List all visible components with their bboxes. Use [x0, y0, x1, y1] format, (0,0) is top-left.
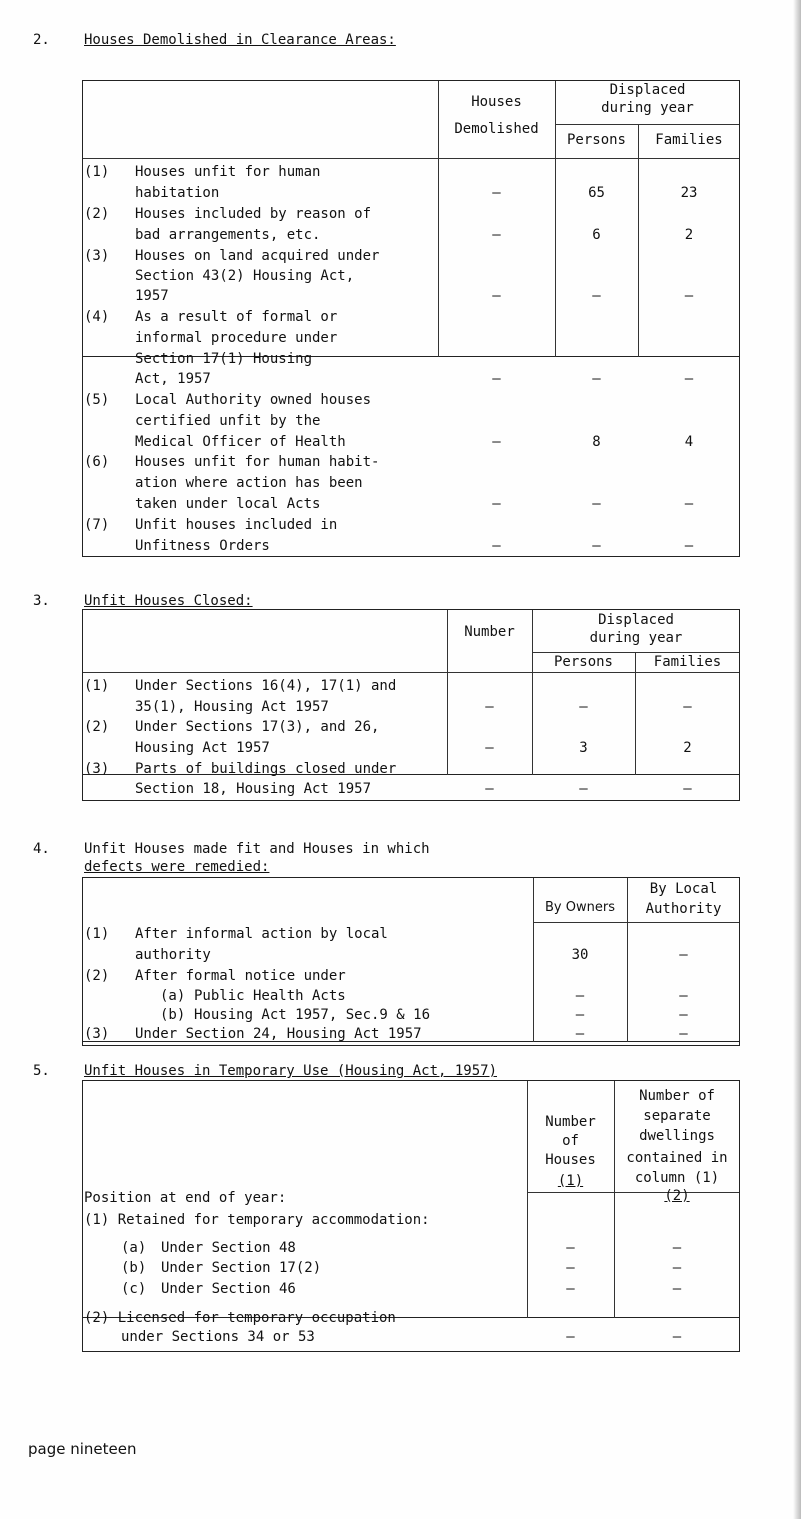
s5-header-separate: (2): [664, 1188, 690, 1204]
s2-header-during: during year: [601, 100, 694, 116]
s4-row2b-label: Housing Act 1957, Sec.9 & 16: [194, 1007, 431, 1023]
s4-row3-number: (3): [84, 1026, 110, 1042]
s3-row3-persons: –: [579, 781, 588, 797]
s4-row2b-owners: –: [575, 1007, 585, 1023]
s5-rowc-col1: –: [566, 1281, 575, 1297]
s4-row2a-label: Public Health Acts: [194, 988, 346, 1004]
s2-row6-label: taken under local Acts: [135, 496, 321, 512]
s4-row1-number: (1): [84, 926, 110, 942]
s3-header-persons: Persons: [553, 654, 613, 670]
s5-header-separate: column (1): [634, 1170, 720, 1186]
page-footer: page nineteen: [28, 1440, 137, 1458]
s2-row7-persons: –: [592, 538, 601, 554]
s2-row6-label: ation where action has been: [135, 475, 363, 491]
s2-row1-number: (1): [84, 164, 110, 180]
s3-row2-number: (2): [84, 719, 110, 735]
s5-rowb-col1: –: [566, 1260, 575, 1276]
s2-row7-label: Unfitness Orders: [135, 538, 270, 554]
s2-row1-houses: –: [492, 185, 501, 201]
s2-row7-houses: –: [492, 538, 501, 554]
s2-row6-label: Houses unfit for human habit-: [135, 454, 380, 470]
s3-row2-label: Housing Act 1957: [135, 740, 270, 756]
s2-row5-houses: –: [492, 434, 501, 450]
s4-header-local: Authority: [645, 901, 722, 917]
s5-row2-col1: –: [566, 1329, 575, 1345]
s3-row2-persons: 3: [579, 740, 588, 756]
s5-header-number: Number: [545, 1114, 596, 1130]
s4-row2b-number: (b): [160, 1007, 186, 1023]
s5-rowa-col2: –: [672, 1240, 682, 1256]
s2-row5-label: certified unfit by the: [135, 413, 321, 429]
s5-rowa-label: Under Section 48: [161, 1240, 296, 1256]
s2-row3-number: (3): [84, 248, 110, 264]
s2-row6-persons: –: [592, 496, 601, 512]
s2-row2-number: (2): [84, 206, 110, 222]
s2-row1-label: Houses unfit for human: [135, 164, 321, 180]
s5-header-separate: Number of: [639, 1088, 715, 1104]
scan-edge-shadow: [793, 0, 801, 1519]
s2-header-displaced: Displaced: [609, 82, 686, 98]
s4-row1-owners: 30: [571, 947, 589, 963]
s2-row4-label: As a result of formal or: [135, 309, 338, 325]
s5-rowb-label: Under Section 17(2): [161, 1260, 322, 1276]
s2-row7-label: Unfit houses included in: [135, 517, 338, 533]
s2-header-persons: Persons: [566, 132, 626, 148]
s4-row1-label: authority: [135, 947, 211, 963]
s3-row3-families: –: [683, 781, 692, 797]
s2-row5-families: 4: [684, 434, 694, 450]
s5-row2-label: (2) Licensed for temporary occupation: [84, 1310, 396, 1326]
s2-row5-label: Local Authority owned houses: [135, 392, 372, 408]
s5-position-label: Position at end of year:: [84, 1190, 287, 1206]
s4-row3-owners: –: [575, 1026, 585, 1042]
s5-rowc-number: (c): [121, 1281, 147, 1297]
s2-row2-label: Houses included by reason of: [135, 206, 372, 222]
s3-row2-label: Under Sections 17(3), and 26,: [135, 719, 380, 735]
s2-row3-persons: –: [592, 288, 601, 304]
s5-rowc-label: Under Section 46: [161, 1281, 296, 1297]
s3-row1-families: –: [683, 699, 692, 715]
section-5-number: 5.: [33, 1063, 50, 1079]
s2-row6-number: (6): [84, 454, 110, 470]
s2-row3-families: –: [684, 288, 694, 304]
s5-row2-col2: –: [672, 1329, 682, 1345]
s4-row3-label: Under Section 24, Housing Act 1957: [135, 1026, 422, 1042]
s4-row2a-local: –: [679, 988, 688, 1004]
s2-row4-families: –: [684, 371, 694, 387]
s3-header-number: Number: [464, 624, 515, 640]
s2-row4-label: Section 17(1) Housing: [135, 351, 313, 367]
s2-row4-number: (4): [84, 309, 110, 325]
s5-header-number: of: [562, 1133, 579, 1149]
s2-row3-houses: –: [492, 288, 501, 304]
s4-row2-label: After formal notice under: [135, 968, 346, 984]
s2-row2-persons: 6: [592, 227, 601, 243]
s5-row2-label: under Sections 34 or 53: [121, 1329, 315, 1345]
section-3-title: Unfit Houses Closed:: [84, 593, 253, 609]
section-5-title: Unfit Houses in Temporary Use (Housing Act, 1957): [84, 1063, 498, 1079]
s4-header-local: By Local: [649, 881, 718, 897]
s4-row1-label: After informal action by local: [135, 926, 388, 942]
s3-row1-label: 35(1), Housing Act 1957: [135, 699, 329, 715]
section-4-title: Unfit Houses made fit and Houses in which: [84, 841, 430, 857]
s2-row3-label: Section 43(2) Housing Act,: [135, 268, 355, 284]
s3-row1-number: (1): [84, 678, 110, 694]
s2-row4-persons: –: [592, 371, 601, 387]
s4-row2a-owners: –: [575, 988, 585, 1004]
s5-header-number: Houses: [545, 1152, 596, 1168]
s4-header-owners: By Owners: [545, 900, 615, 915]
s4-row2b-local: –: [679, 1007, 688, 1023]
s3-row2-families: 2: [683, 740, 692, 756]
s2-header-demolished: Demolished: [454, 121, 539, 137]
s4-row3-local: –: [679, 1026, 688, 1042]
s3-row1-label: Under Sections 16(4), 17(1) and: [135, 678, 397, 694]
s5-header-number: (1): [557, 1173, 584, 1189]
s2-row2-houses: –: [492, 227, 501, 243]
s3-row3-number-value: –: [485, 781, 494, 797]
s2-row4-label: Act, 1957: [135, 371, 211, 387]
s3-header-during: during year: [589, 630, 683, 646]
s3-row3-number: (3): [84, 761, 110, 777]
s5-rowa-number: (a): [121, 1240, 147, 1256]
section-2-title: Houses Demolished in Clearance Areas:: [84, 32, 396, 48]
s2-row2-families: 2: [684, 227, 694, 243]
s3-row3-label: Section 18, Housing Act 1957: [135, 781, 372, 797]
s2-row5-persons: 8: [592, 434, 601, 450]
s3-row2-number-value: –: [485, 740, 494, 756]
s3-header-families: Families: [653, 654, 722, 670]
s2-row6-families: –: [684, 496, 694, 512]
s2-header-houses: Houses: [471, 94, 522, 110]
s5-header-separate: dwellings: [639, 1128, 715, 1144]
s3-row1-number-value: –: [485, 699, 494, 715]
section-2-number: 2.: [33, 32, 50, 48]
s4-row1-local: –: [679, 947, 688, 963]
s2-row1-label: habitation: [135, 185, 220, 201]
s5-rowc-col2: –: [672, 1281, 682, 1297]
s2-row4-houses: –: [492, 371, 501, 387]
s2-row5-label: Medical Officer of Health: [135, 434, 346, 450]
s2-row7-number: (7): [84, 517, 110, 533]
s3-header-displaced: Displaced: [598, 612, 674, 628]
s2-row6-houses: –: [492, 496, 501, 512]
s2-row2-label: bad arrangements, etc.: [135, 227, 321, 243]
s5-header-separate: contained in: [626, 1150, 728, 1166]
s3-row1-persons: –: [579, 699, 588, 715]
s3-row3-label: Parts of buildings closed under: [135, 761, 397, 777]
s5-header-separate: separate: [643, 1108, 711, 1124]
section-4-title: defects were remedied:: [84, 859, 270, 875]
s4-row2a-number: (a): [160, 988, 186, 1004]
s5-rowb-number: (b): [121, 1260, 147, 1276]
s5-row1-label: (1) Retained for temporary accommodation:: [84, 1212, 430, 1228]
s4-row2-number: (2): [84, 968, 110, 984]
s2-row3-label: 1957: [135, 288, 169, 304]
s5-rowa-col1: –: [566, 1240, 575, 1256]
s2-row5-number: (5): [84, 392, 110, 408]
s2-row1-families: 23: [680, 185, 698, 201]
s2-row7-families: –: [684, 538, 694, 554]
s5-rowb-col2: –: [672, 1260, 682, 1276]
s2-row3-label: Houses on land acquired under: [135, 248, 380, 264]
section-3-number: 3.: [33, 593, 50, 609]
section-4-number: 4.: [33, 841, 50, 857]
s2-row1-persons: 65: [588, 185, 605, 201]
s2-header-families: Families: [655, 132, 723, 148]
s2-row4-label: informal procedure under: [135, 330, 338, 346]
